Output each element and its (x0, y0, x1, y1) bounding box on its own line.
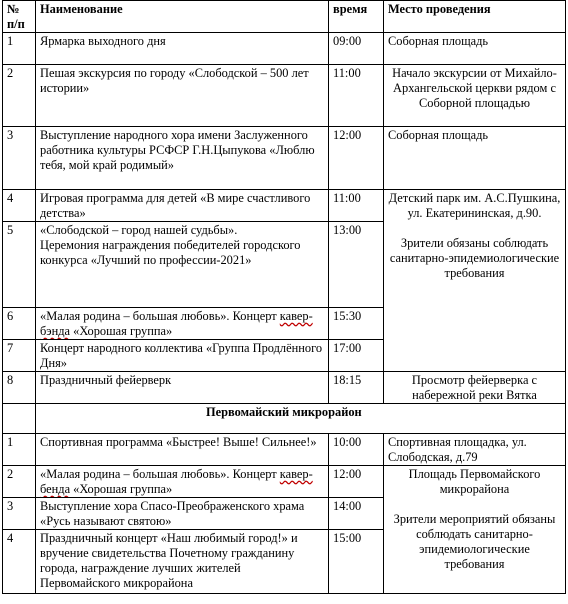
row-name-line: Церемония награждения победителей городского конкурса «Лучший по профессии-2021» (40, 238, 301, 267)
row-num: 1 (3, 434, 36, 466)
merged-place-line1: Площадь Первомайского микрорайона (408, 467, 541, 496)
row-time: 13:00 (329, 222, 384, 308)
row-name: Игровая программа для детей «В мире счастливого детства» (36, 190, 329, 222)
row-name (36, 222, 329, 308)
row-name: Пешая экскурсия по городу «Слободской – 500 лет истории» (36, 65, 329, 127)
table-row (3, 372, 566, 404)
section-title: Первомайский микрорайон (36, 404, 566, 434)
header-name: Наименование (36, 1, 329, 33)
table-row (3, 127, 566, 190)
header-place: Место проведения (384, 1, 566, 33)
row-time: 15:30 (329, 308, 384, 340)
row-time: 15:00 (329, 530, 384, 594)
schedule-table (2, 0, 566, 594)
table-row (3, 33, 566, 65)
row-place: Спортивная площадка, ул. Слободская, д.79 (384, 434, 566, 466)
row-name: Концерт народного коллектива «Группа Продлённого Дня» (36, 340, 329, 372)
row-num: 3 (3, 498, 36, 530)
row-name (36, 466, 329, 498)
row-num: 1 (3, 33, 36, 65)
row-name: Спортивная программа «Быстрее! Выше! Сильнее!» (36, 434, 329, 466)
merged-place-cell (384, 190, 566, 372)
row-num: 3 (3, 127, 36, 190)
row-name: Ярмарка выходного дня (36, 33, 329, 65)
table-header-row (3, 1, 566, 33)
table-row (3, 434, 566, 466)
row-time: 11:00 (329, 190, 384, 222)
row-place: Соборная площадь (384, 127, 566, 190)
header-num: № п/п (3, 1, 36, 33)
merged-place-cell-2 (384, 466, 566, 594)
table-row (3, 190, 566, 222)
section-title-row (3, 404, 566, 434)
row-name: Выступление народного хора имени Заслуженного работника культуры РСФСР Г.Н.Цыпукова «Люблю тебя, мой край родимый» (36, 127, 329, 190)
row-name-part: кавер-бенда (40, 467, 313, 496)
row-time: 17:00 (329, 340, 384, 372)
row-name-part: «Хорошая группа» (70, 482, 173, 496)
row-name: Выступление хора Спасо-Преображенского храма «Русь называют святою» (36, 498, 329, 530)
row-place: Начало экскурсии от Михайло-Архангельской церкви рядом с Соборной площадью (384, 65, 566, 127)
row-time: 10:00 (329, 434, 384, 466)
row-num: 4 (3, 190, 36, 222)
row-num: 2 (3, 65, 36, 127)
merged-place-line2: Зрители обязаны соблюдать санитарно-эпидемиологические требования (389, 236, 560, 280)
row-num: 7 (3, 340, 36, 372)
row-num: 6 (3, 308, 36, 340)
row-name: Праздничный фейерверк (36, 372, 329, 404)
header-time: время (329, 1, 384, 33)
row-name-part: «Хорошая группа» (70, 324, 173, 338)
row-time: 11:00 (329, 65, 384, 127)
row-time: 09:00 (329, 33, 384, 65)
row-name-part: кавер-бэнда (40, 309, 313, 338)
row-time: 12:00 (329, 466, 384, 498)
row-num: 8 (3, 372, 36, 404)
row-num: 5 (3, 222, 36, 308)
row-num: 2 (3, 466, 36, 498)
row-num: 4 (3, 530, 36, 594)
row-name-part: «Малая родина – большая любовь». Концерт (40, 309, 280, 323)
row-name (36, 308, 329, 340)
merged-place-line1: Детский парк им. А.С.Пушкина, ул. Екатерининская, д.90. (388, 191, 561, 220)
row-time: 18:15 (329, 372, 384, 404)
row-place: Соборная площадь (384, 33, 566, 65)
row-name-part: «Малая родина – большая любовь». Концерт (40, 467, 280, 481)
merged-place-line2: Зрители мероприятий обязаны соблюдать санитарно-эпидемиологические требования (393, 512, 556, 571)
table-row (3, 65, 566, 127)
row-time: 12:00 (329, 127, 384, 190)
row-name: Праздничный концерт «Наш любимый город!» и вручение свидетельства Почетному гражданину города, награждение лучших жителей Первомайского микрорайона (36, 530, 329, 594)
row-place: Просмотр фейерверка с набережной реки Вятка (384, 372, 566, 404)
row-time: 14:00 (329, 498, 384, 530)
table-row (3, 466, 566, 498)
row-name-line: «Слободской – город нашей судьбы». (40, 223, 238, 237)
